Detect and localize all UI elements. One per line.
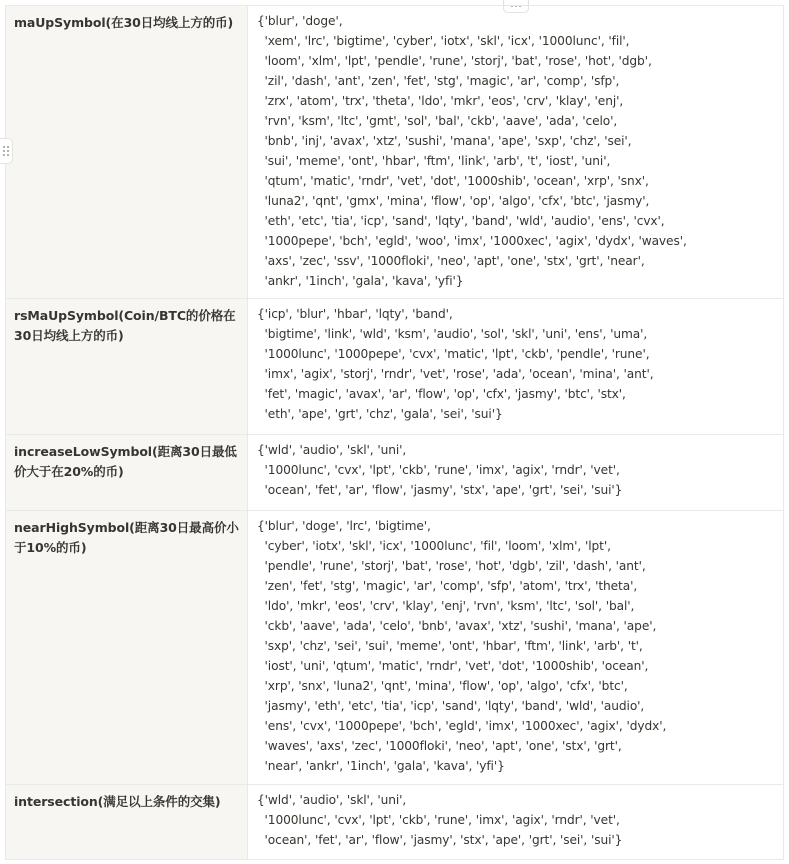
row-label-cell[interactable]: maUpSymbol(在30日均线上方的币) xyxy=(6,6,248,299)
handle-dot xyxy=(7,154,9,156)
row-value-cell[interactable]: {'blur', 'doge', 'lrc', 'bigtime', 'cyber', 'iotx', 'skl', 'icx', '1000lunc', 'fil', 'loom', 'xlm', 'lpt', 'pendle', 'rune', 'storj', 'bat', 'rose', 'hot', 'dgb', 'zil', 'dash', 'ant', 'zen', 'fet', 'stg', 'magic', 'ar', 'comp', 'sfp', 'atom', 'trx', 'theta', 'ldo', 'mkr', 'eos', 'crv', 'klay', 'enj', 'rvn', 'ksm', 'ltc', 'sol', 'bal', 'ckb', 'aave', 'ada', 'celo', 'bnb', 'avax', 'xtz', 'sushi', 'mana', 'ape', 'sxp', 'chz', 'sei', 'sui', 'meme', 'ont', 'hbar', 'ftm', 'link', 'arb', 't', 'iost', 'uni', 'qtum', 'matic', 'rndr', 'vet', 'dot', '1000shib', 'ocean', 'xrp', 'snx', 'luna2', 'qnt', 'mina', 'flow', 'op', 'algo', 'cfx', 'btc', 'jasmy', 'eth', 'etc', 'tia', 'icp', 'sand', 'lqty', 'band', 'wld', 'audio', 'ens', 'cvx', '1000pepe', 'bch', 'egld', 'imx', '1000xec', 'agix', 'dydx', 'waves', 'axs', 'zec', '1000floki', 'neo', 'apt', 'one', 'stx', 'grt', 'near', 'ankr', '1inch', 'gala', 'kava', 'yfi'} xyxy=(248,511,784,785)
table-row xyxy=(6,435,784,511)
row-label-cell[interactable]: intersection(满足以上条件的交集) xyxy=(6,785,248,860)
table-row xyxy=(6,299,784,435)
table-row xyxy=(6,785,784,860)
handle-dot xyxy=(7,146,9,148)
row-value-cell[interactable]: {'blur', 'doge', 'xem', 'lrc', 'bigtime', 'cyber', 'iotx', 'skl', 'icx', '1000lunc', 'fil', 'loom', 'xlm', 'lpt', 'pendle', 'rune', 'storj', 'bat', 'rose', 'hot', 'dgb', 'zil', 'dash', 'ant', 'zen', 'fet', 'stg', 'magic', 'ar', 'comp', 'sfp', 'zrx', 'atom', 'trx', 'theta', 'ldo', 'mkr', 'eos', 'crv', 'klay', 'enj', 'rvn', 'ksm', 'ltc', 'gmt', 'sol', 'bal', 'ckb', 'aave', 'ada', 'celo', 'bnb', 'inj', 'avax', 'xtz', 'sushi', 'mana', 'ape', 'sxp', 'chz', 'sei', 'sui', 'meme', 'ont', 'hbar', 'ftm', 'link', 'arb', 't', 'iost', 'uni', 'qtum', 'matic', 'rndr', 'vet', 'dot', '1000shib', 'ocean', 'xrp', 'snx', 'luna2', 'qnt', 'gmx', 'mina', 'flow', 'op', 'algo', 'cfx', 'btc', 'jasmy', 'eth', 'etc', 'tia', 'icp', 'sand', 'lqty', 'band', 'wld', 'audio', 'ens', 'cvx', '1000pepe', 'bch', 'egld', 'woo', 'imx', '1000xec', 'agix', 'dydx', 'waves', 'axs', 'zec', 'ssv', '1000floki', 'neo', 'apt', 'one', 'stx', 'grt', 'near', 'ankr', '1inch', 'gala', 'kava', 'yfi'} xyxy=(248,6,784,299)
table-row xyxy=(6,511,784,785)
symbol-table xyxy=(5,5,784,860)
row-value-cell[interactable]: {'wld', 'audio', 'skl', 'uni', '1000lunc', 'cvx', 'lpt', 'ckb', 'rune', 'imx', 'agix', 'rndr', 'vet', 'ocean', 'fet', 'ar', 'flow', 'jasmy', 'stx', 'ape', 'grt', 'sei', 'sui'} xyxy=(248,435,784,511)
row-label-cell[interactable]: rsMaUpSymbol(Coin/BTC的价格在30日均线上方的币) xyxy=(6,299,248,435)
row-value-cell[interactable]: {'wld', 'audio', 'skl', 'uni', '1000lunc', 'cvx', 'lpt', 'ckb', 'rune', 'imx', 'agix', 'rndr', 'vet', 'ocean', 'fet', 'ar', 'flow', 'jasmy', 'stx', 'ape', 'grt', 'sei', 'sui'} xyxy=(248,785,784,860)
row-drag-handle[interactable] xyxy=(0,138,13,164)
row-label-cell[interactable]: increaseLowSymbol(距离30日最低价大于在20%的币) xyxy=(6,435,248,511)
handle-dot xyxy=(3,154,5,156)
handle-dot xyxy=(3,146,5,148)
handle-dot xyxy=(3,150,5,152)
handle-dot xyxy=(7,150,9,152)
row-value-cell[interactable]: {'icp', 'blur', 'hbar', 'lqty', 'band', 'bigtime', 'link', 'wld', 'ksm', 'audio', 'sol', 'skl', 'uni', 'ens', 'uma', '1000lunc', '1000pepe', 'cvx', 'matic', 'lpt', 'ckb', 'pendle', 'rune', 'imx', 'agix', 'storj', 'rndr', 'vet', 'rose', 'ada', 'ocean', 'mina', 'ant', 'fet', 'magic', 'avax', 'ar', 'flow', 'op', 'cfx', 'jasmy', 'btc', 'stx', 'eth', 'ape', 'grt', 'chz', 'gala', 'sei', 'sui'} xyxy=(248,299,784,435)
table-row xyxy=(6,6,784,299)
row-label-cell[interactable]: nearHighSymbol(距离30日最高价小于10%的币) xyxy=(6,511,248,785)
